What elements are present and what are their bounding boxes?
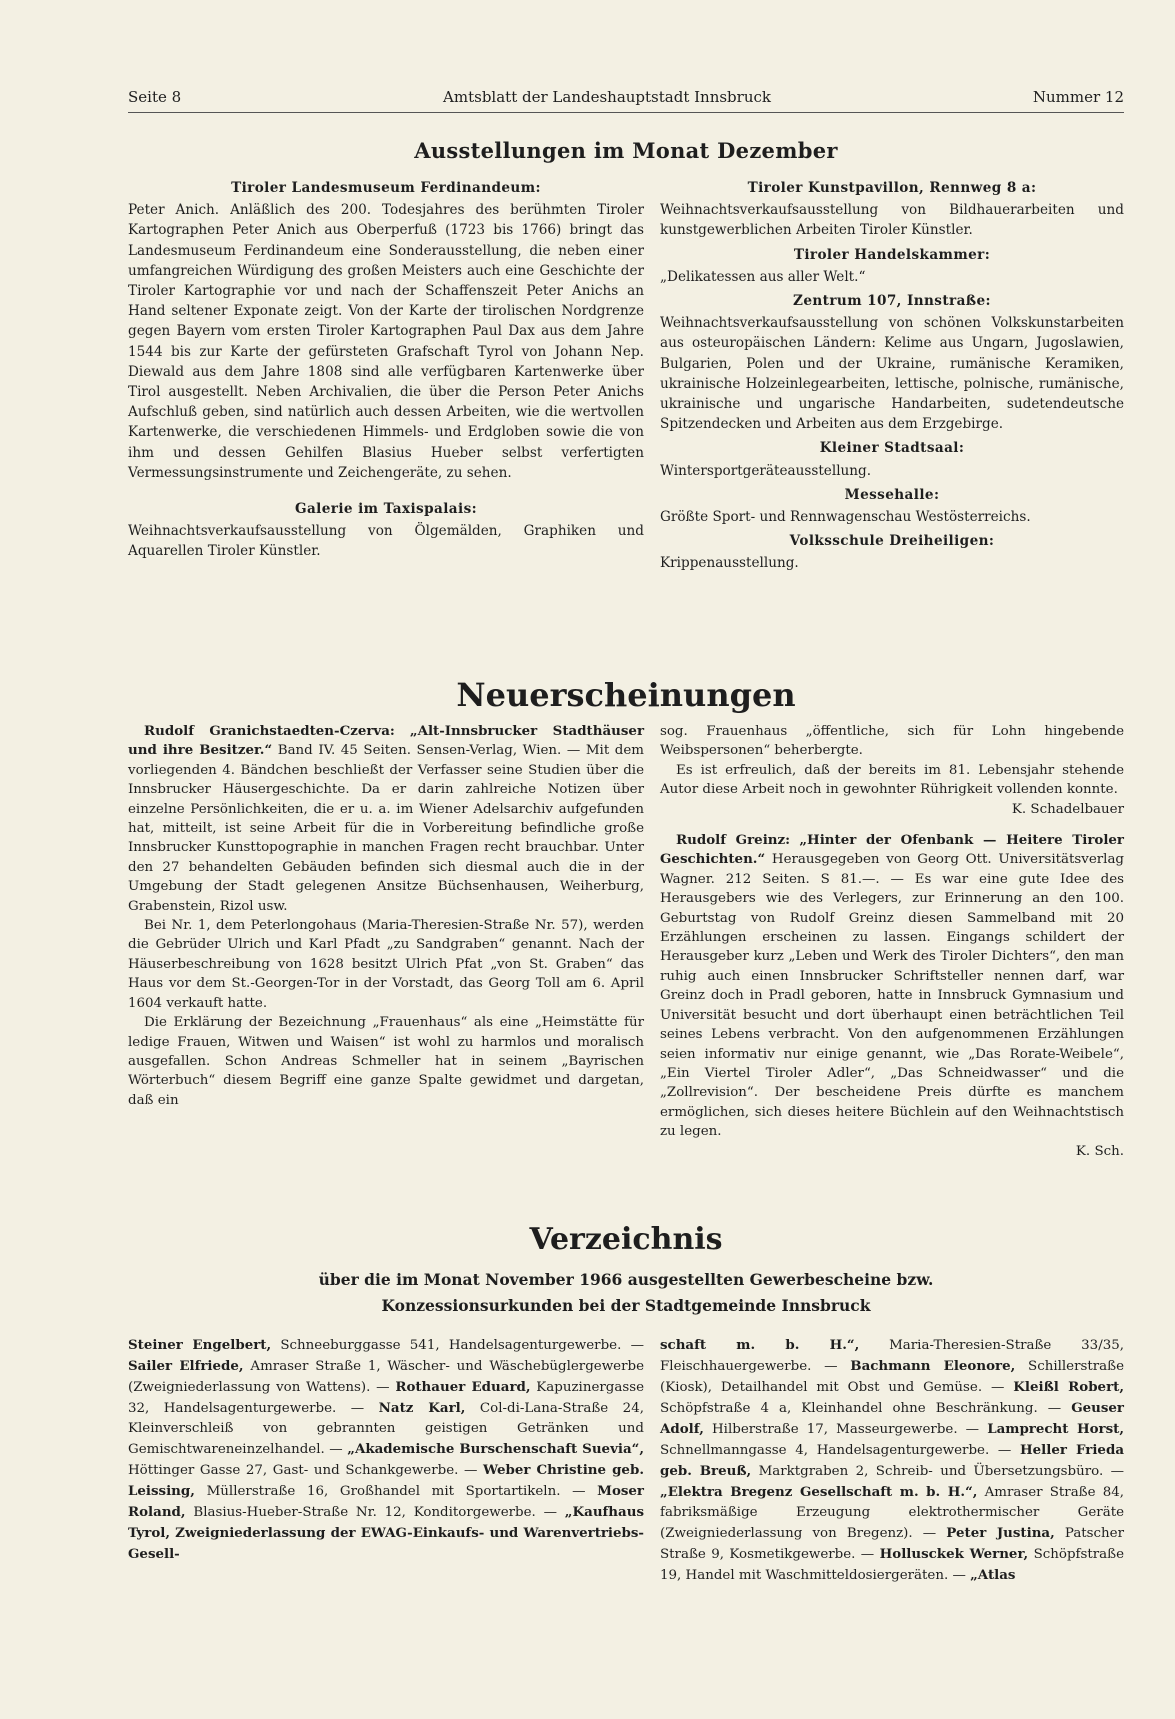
entry-text: Maria-Theresien-Straße 33/35, Fleischhauergewerbe. — (660, 1338, 1124, 1374)
entry-text: Schneeburggasse 541, Handelsagenturgewerbe. — (271, 1338, 644, 1353)
entry-text: Amraser Straße 84, fabriksmäßige Erzeugung elektrothermischer Geräte (Zweigniederlassung von Bregenz). — (660, 1485, 1125, 1541)
entry-text: Col-di-Lana-Straße 24, Kleinverschleiß von gebrannten geistigen Getränken und Gemischtwareneinzelhandel. — (128, 1401, 644, 1457)
page-header (128, 88, 1124, 113)
kunstpavillon-text: Weihnachtsverkaufsausstellung von Bildhauerarbeiten und kunstgewerblichen Arbeiten Tiroler Künstler. (660, 202, 1124, 239)
neuerscheinungen-left-column (128, 722, 644, 1110)
book1-paragraph-4: sog. Frauenhaus „öffentliche, sich für Lohn hingebende Weibspersonen“ beherbergte. (660, 724, 1124, 759)
book1-paragraph-3: Die Erklärung der Bezeichnung „Frauenhaus“ als eine „Heimstätte für ledige Frauen, Witwen und Waisen“ ist wohl zu harmlos und moralisch ausgefallen. Schon Andreas Schmeller hat in seinem „Bayrischen Wörterbuch“ diesem Begriff eine ganze Spalte gewidmet und dargetan, daß ein (128, 1015, 644, 1108)
entry-name: Rothauer Eduard, (395, 1379, 531, 1395)
taxis-text: Weihnachtsverkaufsausstellung von Ölgemälden, Graphiken und Aquarellen Tiroler Künstler. (128, 523, 644, 560)
book2-title: „Hinter der Ofenbank — Heitere Tiroler Geschichten.“ (660, 832, 1124, 868)
book1-title: „Alt-Innsbrucker Stadthäuser und ihre Besitzer.“ (128, 723, 644, 759)
issue-number: Nummer 12 (1032, 88, 1124, 106)
taxis-heading: Galerie im Taxispalais: (294, 501, 478, 518)
entry-name: „Elektra Bregenz Gesellschaft m. b. H.“, (660, 1484, 978, 1500)
ferdinandeum-text: Peter Anich. Anläßlich des 200. Todesjahres des berühmten Tiroler Kartographen Peter Anich aus Oberperfuß (1723 bis 1766) bringt das Landesmuseum Ferdinandeum eine Sonderausstellung, die neben einer umfangreichen Würdigung des großen Meisters auch eine Geschichte der Tiroler Kartographie vor und nach der Schaffenszeit Peter Anichs an Hand seltener Exponate zeigt. Von der Karte der tirolischen Nordgrenze gegen Bayern vom ersten Tiroler Kartographen Paul Dax aus dem Jahre 1544 bis zur Karte der gefürsteten Grafschaft Tyrol von Johann Nep. Diewald aus dem Jahre 1808 sind alle verfügbaren Kartenwerke über Tirol ausgestellt. Neben Archivalien, die über die Person Peter Anichs Aufschluß geben, sind natürlich auch dessen Arbeiten, wie die wertvollen Kartenwerke, die verschiedenen Himmels- und Erdgloben sowie die von ihm und dessen Gehilfen Blasius Hueber selbst verfertigten Vermessungsinstrumente und Zeichengeräte, zu sehen. (128, 202, 644, 481)
entry-name: „Akademische Burschenschaft Suevia“, (347, 1441, 644, 1457)
entry-text: Müllerstraße 16, Großhandel mit Sportartikeln. — (194, 1484, 598, 1499)
book2-author: Rudolf Greinz: (676, 832, 791, 849)
ausstellungen-title: Ausstellungen im Monat Dezember (414, 138, 838, 163)
verzeichnis-title: Verzeichnis (529, 1222, 723, 1257)
entry-text: Kapuzinergasse 32, Handelsagenturgewerbe. — (128, 1380, 644, 1416)
ausstellungen-left-column (128, 174, 644, 562)
entry-name: Natz Karl, (378, 1400, 466, 1416)
entry-name: schaft m. b. H.“, (660, 1337, 860, 1353)
book2-review (660, 831, 1124, 1142)
entry-name: Peter Justina, (946, 1525, 1055, 1541)
ausstellungen-right-column (660, 174, 1124, 574)
stadtsaal-text: Wintersportgeräteausstellung. (660, 462, 872, 479)
entry-name: Kleißl Robert, (1013, 1379, 1124, 1395)
entry-name: Steiner Engelbert, (128, 1337, 272, 1353)
zentrum-text: Weihnachtsverkaufsausstellung von schönen Volkskunstarbeiten aus osteuropäischen Ländern: Kelime aus Ungarn, Jugoslawien, Bulgarien, Polen und der Ukraine, rumänische Keramiken, ukrainische Holzeinlegearbeiten, lettische, polnische, rumänische, ukrainische und ungarische Handarbeiten, sudetendeutsche Spitzendecken und Arbeiten aus dem Erzgebirge. (660, 315, 1124, 433)
entry-text: Schillerstraße (Kiosk), Detailhandel mit Obst und Gemüse. — (660, 1359, 1125, 1395)
kunstpavillon-heading: Tiroler Kunstpavillon, Rennweg 8 a: (747, 180, 1037, 196)
verzeichnis-subtitle-1: über die im Monat November 1966 ausgestellten Gewerbescheine bzw. (318, 1270, 934, 1289)
entry-text: Schnellmanngasse 4, Handelsagenturgewerbe. — (660, 1443, 1020, 1458)
book1-paragraph-5: Es ist erfreulich, daß der bereits im 81. Lebensjahr stehende Autor diese Arbeit noch in gewohnter Rührigkeit vollenden konnte. (660, 762, 1124, 798)
book2-text: Herausgegeben von Georg Ott. Universitätsverlag Wagner. 212 Seiten. S 81.—. — Es war eine gute Idee des Herausgebers wie des Verlegers, zur Erinnerung an den 100. Geburtstag von Rudolf Greinz diesen Sammelband mit 20 Erzählungen erscheinen zu lassen. Eingangs schildert der Herausgeber kurz „Leben und Werk des Tiroler Dichters“, den man ruhig auch einen Innsbrucker Schriftsteller nennen darf, war Greinz doch in Pradl geboren, hatte in Innsbruck Gymnasium und Universität besucht und dort überhaupt einen beträchtlichen Teil seines Lebens verbracht. Von den aufgenommenen Erzählungen seien informativ nur einige genannt, wie „Das Rorate-Weibele“, „Ein Viertel Tiroler Adler“, „Das Schneidwasser“ und die „Zollrevision“. Der bescheidene Preis dürfte es manchem ermöglichen, sich dieses heitere Büchlein auf den Weihnachtstisch zu legen. (660, 852, 1124, 1140)
verzeichnis-right-column (660, 1335, 1124, 1586)
entry-text: Schöpfstraße 19, Handel mit Waschmitteldosiergeräten. — (660, 1547, 1124, 1583)
publication-title: Amtsblatt der Landeshauptstadt Innsbruck (443, 88, 771, 106)
entry-text: Schöpfstraße 4 a, Kleinhandel ohne Beschränkung. — (660, 1401, 1072, 1416)
entry-name: Sailer Elfriede, (128, 1358, 244, 1374)
entry-name: Hollusckek Werner, (879, 1546, 1029, 1562)
entry (970, 1568, 1015, 1583)
verzeichnis-subtitle-2: Konzessionsurkunden bei der Stadtgemeinde Innsbruck (381, 1296, 871, 1315)
entry-text: Patscher Straße 9, Kosmetikgewerbe. — (660, 1526, 1124, 1562)
neuerscheinungen-title: Neuerscheinungen (456, 676, 796, 714)
entry-text: Höttinger Gasse 27, Gast- und Schankgewerbe. — (128, 1463, 484, 1478)
zentrum-heading: Zentrum 107, Innstraße: (793, 293, 991, 310)
verzeichnis-left-column (128, 1335, 644, 1565)
volksschule-heading: Volksschule Dreiheiligen: (789, 533, 995, 550)
entry-name: „Atlas (970, 1567, 1016, 1583)
book1-text: Band IV. 45 Seiten. Sensen-Verlag, Wien. — Mit dem vorliegenden 4. Bändchen beschließt der Verfasser seine Studien über die Innsbrucker Häusergeschichte. Da er darin zahlreiche Notizen über einzelne Persönlichkeiten, die er u. a. im Wiener Adelsarchiv aufgefunden hat, mitteilt, ist seine Arbeit für die in Vorbereitung befindliche große Innsbrucker Kunsttopographie in manchen Fragen recht brauchbar. Unter den 27 behandelten Gebäuden befinden sich diesmal auch die in der Umgebung der Stadt gelegenen Ansitze Büchsenhausen, Weiherburg, Grabenstein, Rizol usw. (128, 743, 644, 914)
entry-text: Blasius-Hueber-Straße Nr. 12, Konditorgewerbe. — (185, 1505, 565, 1520)
book1-intro (128, 722, 644, 916)
entry-name: Moser Roland, (128, 1483, 644, 1520)
book1-signature: K. Schadelbauer (1011, 801, 1124, 817)
entry-text: Amraser Straße 1, Wäscher- und Wäschebüglergewerbe (Zweigniederlassung von Wattens). — (128, 1359, 644, 1395)
ferdinandeum-heading: Tiroler Landesmuseum Ferdinandeum: (231, 180, 541, 196)
page-number: Seite 8 (128, 88, 182, 106)
entry-name: Lamprecht Horst, (987, 1421, 1124, 1437)
entry-name: Heller Frieda geb. Breuß, (660, 1442, 1124, 1479)
handelskammer-heading: Tiroler Handelskammer: (793, 246, 991, 263)
stadtsaal-heading: Kleiner Stadtsaal: (819, 440, 965, 457)
messehalle-text: Größte Sport- und Rennwagenschau Westösterreichs. (660, 509, 1031, 526)
book1-author: Rudolf Granichstaedten-Czerva: (144, 723, 395, 739)
neuerscheinungen-right-column (660, 722, 1124, 1161)
entry (128, 1338, 644, 1353)
entry-text: Marktgraben 2, Schreib- und Übersetzungsbüro. — (751, 1464, 1124, 1479)
book1-paragraph-2: Bei Nr. 1, dem Peterlongohaus (Maria-Theresien-Straße Nr. 57), werden die Gebrüder Ulrich und Karl Pfadt „zu Sandgraben“ genannt. Nach der Häuserbeschreibung von 1628 besitzt Ulrich Pfat „von St. Graben“ das Haus vor dem St.-Georgen-Tor in der Vorstadt, das Georg Toll am 6. April 1604 verkauft hatte. (128, 918, 644, 1011)
book2-signature: K. Sch. (1075, 1143, 1124, 1159)
entry-name: Weber Christine geb. Leissing, (128, 1462, 644, 1499)
handelskammer-text: „Delikatessen aus aller Welt.“ (660, 268, 866, 285)
volksschule-text: Krippenausstellung. (660, 555, 799, 572)
entry-name: Bachmann Eleonore, (850, 1358, 1016, 1374)
entry-text: Hilberstraße 17, Masseurgewerbe. — (703, 1422, 988, 1437)
entry-name: „Kaufhaus Tyrol, Zweigniederlassung der EWAG-Einkaufs- und Warenvertriebs-Gesell- (128, 1504, 644, 1562)
messehalle-heading: Messehalle: (844, 486, 940, 503)
entry-name: Geuser Adolf, (660, 1400, 1124, 1437)
